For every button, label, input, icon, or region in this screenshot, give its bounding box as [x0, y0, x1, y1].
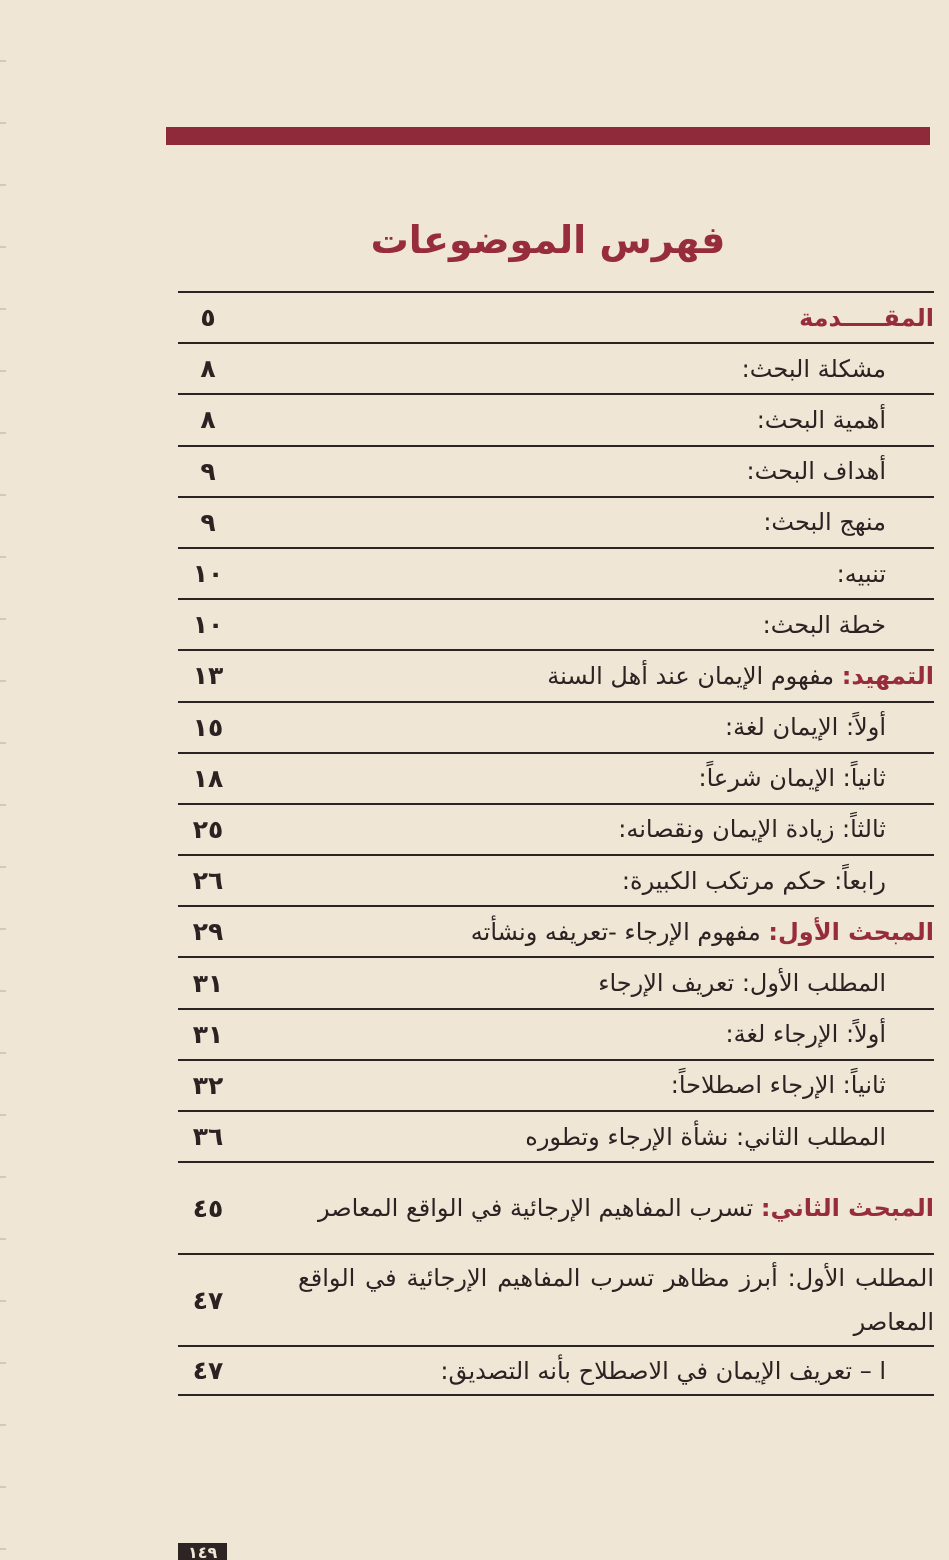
toc-row: [178, 649, 934, 700]
toc-entry: [238, 707, 934, 747]
page-edge: [0, 0, 6, 1560]
toc-entry-text: ثانياً: الإرجاء اصطلاحاً:: [670, 1071, 886, 1100]
toc-entry: [238, 912, 934, 952]
toc-page-number: ١٠: [192, 610, 224, 640]
toc-row: [178, 1345, 934, 1396]
toc-entry-text: المطلب الثاني: نشأة الإرجاء وتطوره: [525, 1122, 886, 1151]
toc-entry-text: مشكلة البحث:: [741, 354, 886, 383]
toc-page-number: ٨: [200, 405, 216, 435]
toc-entry: [238, 1256, 934, 1344]
toc-page-number: ٢٩: [192, 917, 224, 947]
toc-entry-text: أولاً: الإيمان لغة:: [725, 713, 886, 742]
toc-entry: [238, 349, 934, 389]
toc-entry-text: ا – تعريف الإيمان في الاصطلاح بأنه التصديق:: [440, 1356, 886, 1385]
toc-row: [178, 1059, 934, 1110]
toc-row: [178, 291, 934, 342]
toc-entry-text: أولاً: الإرجاء لغة:: [725, 1020, 886, 1049]
toc-row: [178, 854, 934, 905]
toc-row: [178, 752, 934, 803]
page-number: ١٤٩: [188, 1543, 218, 1560]
toc-page-number: ٢٥: [192, 814, 224, 844]
toc-entry-text: خطة البحث:: [762, 610, 886, 639]
toc-row: [178, 1110, 934, 1161]
toc-page-number: ٩: [200, 456, 216, 486]
toc-entry-text: تنبيه:: [836, 559, 886, 588]
toc-row: [178, 701, 934, 752]
toc-row: [178, 547, 934, 598]
toc-entry-heading: المبحث الأول:: [768, 917, 934, 946]
toc-entry: [238, 1014, 934, 1054]
page-number-badge: [178, 1543, 227, 1560]
toc-page-number: ١٥: [192, 712, 224, 742]
toc-page-number: ٤٧: [192, 1356, 224, 1386]
toc-page-number: ٤٧: [192, 1285, 224, 1315]
toc-page-number: ٤٥: [192, 1193, 224, 1223]
toc-entry: [238, 1186, 934, 1230]
toc-entry-text: مفهوم الإرجاء -تعريفه ونشأته: [470, 917, 769, 946]
toc-page-number: ٣٢: [192, 1070, 224, 1100]
toc-entry: [238, 451, 934, 491]
toc-row: [178, 956, 934, 1007]
toc-page-number: ١٠: [192, 559, 224, 589]
header-bar: [166, 127, 930, 145]
toc-row: [178, 598, 934, 649]
toc-entry: [238, 963, 934, 1003]
toc-entry-text: المطلب الأول: أبرز مظاهر تسرب المفاهيم الإرجائية في الواقع المعاصر: [298, 1264, 934, 1337]
toc-row: [178, 496, 934, 547]
toc-page-number: ٩: [200, 507, 216, 537]
toc-entry: [238, 298, 934, 338]
toc-entry-text: ثالثاً: زيادة الإيمان ونقصانه:: [618, 815, 886, 844]
toc-page-number: ٢٦: [192, 866, 224, 896]
toc-page-number: ٥: [200, 303, 216, 333]
toc-entry-text: المطلب الأول: تعريف الإرجاء: [598, 969, 886, 998]
toc-entry: [238, 1117, 934, 1157]
toc-page-number: ٣١: [192, 1019, 224, 1049]
toc-entry: [238, 1065, 934, 1105]
toc-entry-heading: التمهيد:: [841, 661, 934, 690]
toc-page-number: ١٣: [192, 661, 224, 691]
toc-entry-text: أهداف البحث:: [746, 457, 886, 486]
toc-entry: [238, 656, 934, 696]
toc-row: [178, 1008, 934, 1059]
toc-row: [178, 1161, 934, 1253]
toc-entry: [238, 758, 934, 798]
toc-row: [178, 445, 934, 496]
toc-entry-text: ثانياً: الإيمان شرعاً:: [698, 764, 886, 793]
toc-row: [178, 905, 934, 956]
toc-entry-text: أهمية البحث:: [756, 405, 886, 434]
toc-page-number: ٣٦: [192, 1122, 224, 1152]
toc-row: [178, 342, 934, 393]
toc-entry: [238, 861, 934, 901]
toc-entry-text: منهج البحث:: [763, 508, 886, 537]
toc-page-number: ٣١: [192, 968, 224, 998]
toc-entry-text: رابعاً: حكم مرتكب الكبيرة:: [621, 866, 886, 895]
toc-row: [178, 393, 934, 444]
toc-row: [178, 803, 934, 854]
toc-entry: [238, 400, 934, 440]
toc-entry-text: مفهوم الإيمان عند أهل السنة: [547, 661, 842, 690]
toc-entry-heading: المقـــــدمة: [799, 303, 934, 332]
toc-entry: [238, 554, 934, 594]
page-title: فهرس الموضوعات: [370, 218, 726, 262]
toc-entry: [238, 809, 934, 849]
toc-row: [178, 1253, 934, 1345]
toc-entry: [238, 1351, 934, 1391]
toc-entry-text: تسرب المفاهيم الإرجائية في الواقع المعاصر: [317, 1194, 761, 1223]
toc-page-number: ١٨: [192, 763, 224, 793]
toc-entry: [238, 502, 934, 542]
toc-entry: [238, 605, 934, 645]
toc-page-number: ٨: [200, 354, 216, 384]
toc-entry-heading: المبحث الثاني:: [760, 1194, 934, 1223]
table-of-contents: [178, 291, 934, 1396]
